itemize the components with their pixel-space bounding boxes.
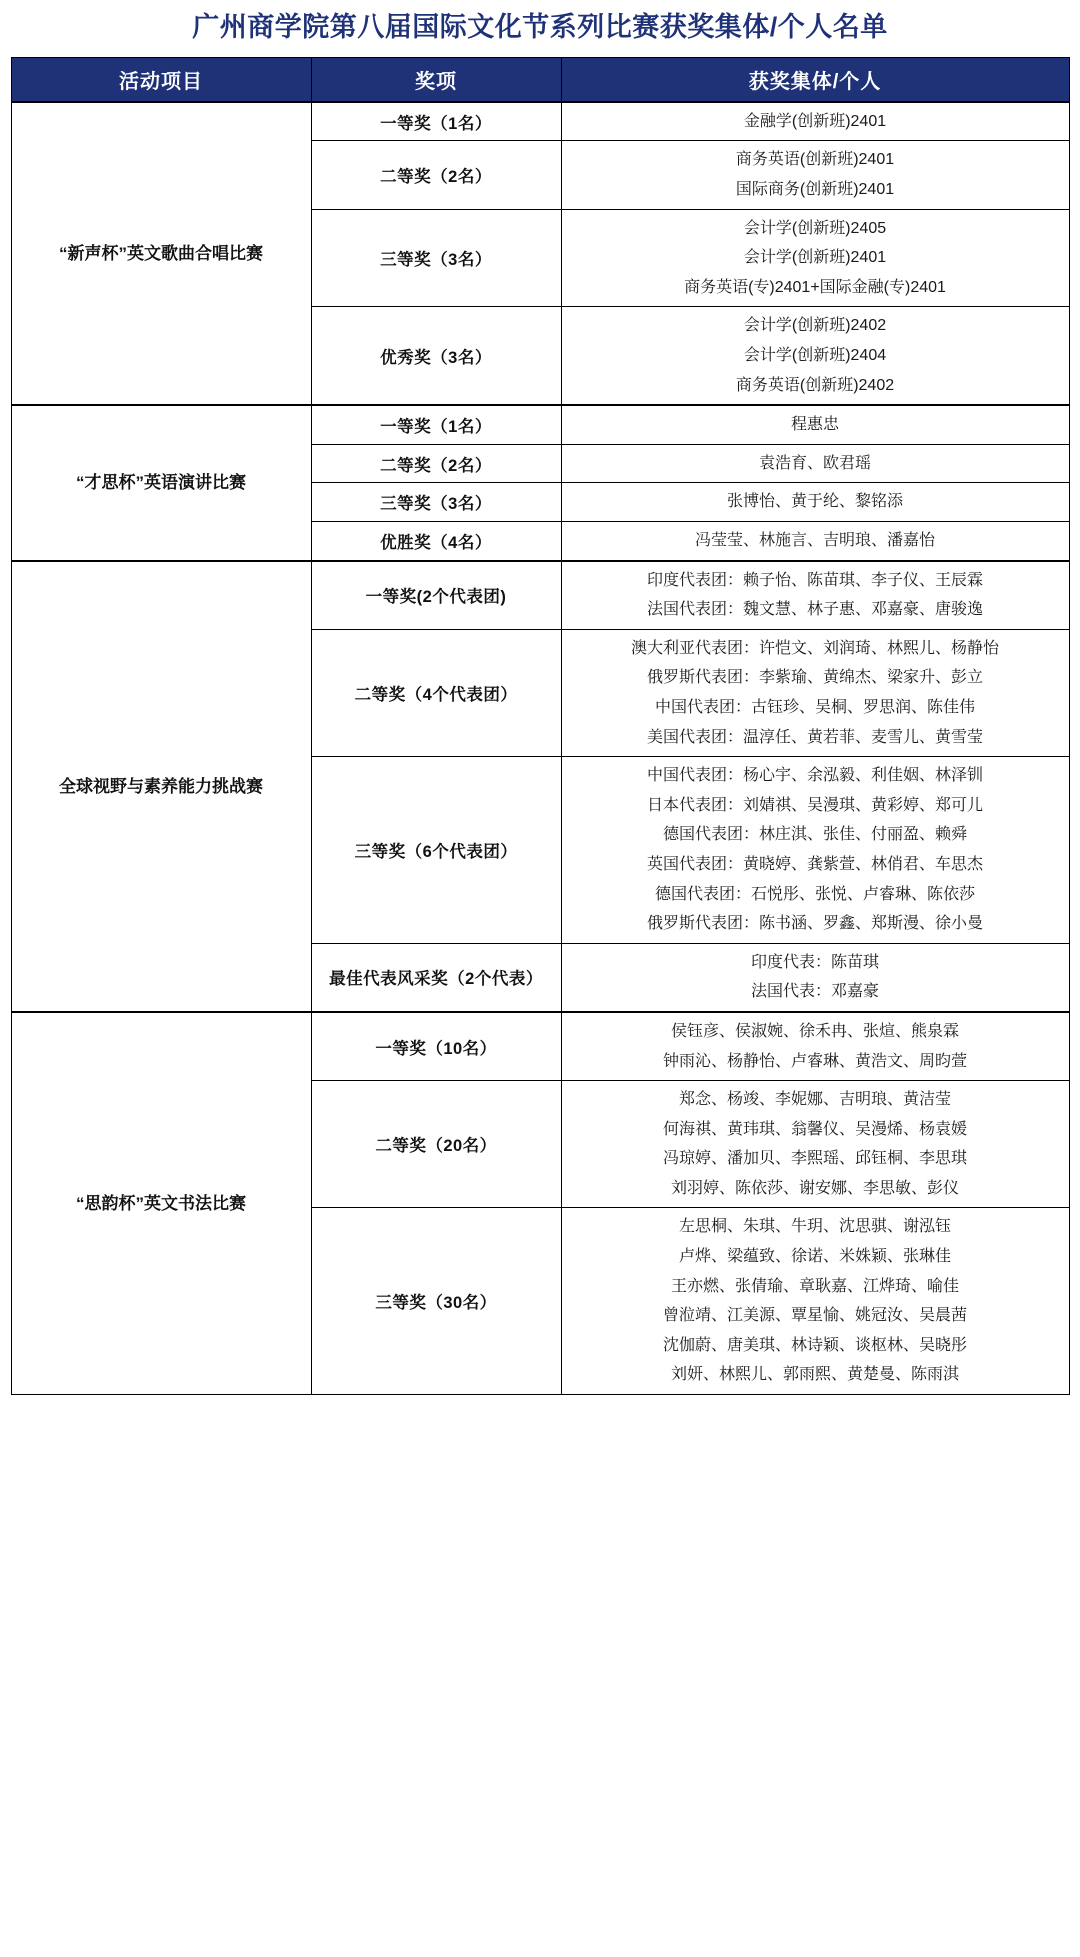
award-table <box>11 57 1070 1395</box>
prize-cell: 三等奖（6个代表团） <box>311 757 561 944</box>
winner-line: 程惠忠 <box>790 416 839 434</box>
table-header-row <box>11 58 1069 102</box>
winners-cell <box>561 1012 1069 1081</box>
winner-line: 法国代表团：魏文慧、林子惠、邓嘉豪、唐骏逸 <box>646 601 983 619</box>
winner-line: 侯钰彦、侯淑婉、徐禾冉、张煊、熊泉霖 <box>670 1022 959 1040</box>
winner-line: 郑念、杨竣、李妮娜、吉明琅、黄洁莹 <box>678 1091 951 1109</box>
column-header-project: 活动项目 <box>11 58 311 102</box>
winner-line: 德国代表团：林庄淇、张佳、付丽盈、赖舜 <box>662 826 967 844</box>
winners-cell <box>561 561 1069 630</box>
prize-cell: 三等奖（3名） <box>311 209 561 307</box>
winners-cell <box>561 629 1069 756</box>
prize-cell: 最佳代表风采奖（2个代表） <box>311 943 561 1012</box>
prize-cell: 二等奖（2名） <box>311 444 561 483</box>
project-cell: “思韵杯”英文书法比赛 <box>11 1012 311 1395</box>
winner-line: 卢烨、梁蕴致、徐诺、米姝颖、张琳佳 <box>678 1248 951 1266</box>
winners-cell <box>561 1081 1069 1208</box>
prize-cell: 二等奖（20名） <box>311 1081 561 1208</box>
winner-line: 德国代表团：石悦彤、张悦、卢睿琳、陈依莎 <box>654 885 975 903</box>
winner-line: 钟雨沁、杨静怡、卢睿琳、黄浩文、周昀萱 <box>662 1052 967 1070</box>
winner-line: 法国代表：邓嘉豪 <box>750 983 879 1001</box>
winners-cell <box>561 405 1069 444</box>
page-title: 广州商学院第八届国际文化节系列比赛获奖集体/个人名单 <box>192 12 888 42</box>
winners-cell <box>561 102 1069 141</box>
winner-line: 俄罗斯代表团：李紫瑜、黄绵杰、梁家升、彭立 <box>646 669 983 687</box>
table-row <box>11 405 1069 444</box>
prize-cell: 一等奖（1名） <box>311 405 561 444</box>
winner-line: 冯莹莹、林施言、吉明琅、潘嘉怡 <box>694 532 935 550</box>
winners-cell <box>561 522 1069 561</box>
prize-cell: 一等奖(2个代表团) <box>311 561 561 630</box>
prize-cell: 一等奖（10名） <box>311 1012 561 1081</box>
prize-cell: 优胜奖（4名） <box>311 522 561 561</box>
winner-line: 何海祺、黄玮琪、翁馨仪、吴漫烯、杨袁媛 <box>662 1120 967 1138</box>
project-cell: “新声杯”英文歌曲合唱比赛 <box>11 102 311 405</box>
winner-line: 日本代表团：刘婧祺、吴漫琪、黄彩婷、郑可儿 <box>646 796 983 814</box>
winner-line: 刘妍、林熙儿、郭雨熙、黄楚曼、陈雨淇 <box>670 1366 959 1384</box>
winner-line: 袁浩育、欧君瑶 <box>758 454 871 472</box>
winners-cell <box>561 483 1069 522</box>
winners-cell <box>561 444 1069 483</box>
winner-line: 冯琼婷、潘加贝、李熙瑶、邱钰桐、李思琪 <box>662 1150 967 1168</box>
winner-line: 左思桐、朱琪、牛玥、沈思骐、谢泓钰 <box>678 1218 951 1236</box>
winners-cell <box>561 307 1069 405</box>
table-header <box>11 58 1069 102</box>
winners-cell <box>561 757 1069 944</box>
winners-cell <box>561 943 1069 1012</box>
table-row <box>11 561 1069 630</box>
winner-line: 商务英语(创新班)2401 <box>735 151 895 169</box>
column-header-winners: 获奖集体/个人 <box>561 58 1069 102</box>
project-cell: 全球视野与素养能力挑战赛 <box>11 561 311 1012</box>
winner-line: 印度代表：陈苗琪 <box>750 953 879 971</box>
winner-line: 王亦燃、张倩瑜、章耿嘉、江烨琦、喻佳 <box>670 1277 959 1295</box>
winner-line: 中国代表团：杨心宇、余泓毅、利佳姻、林泽钏 <box>646 767 983 785</box>
winner-line: 会计学(创新班)2404 <box>743 347 887 365</box>
winner-line: 印度代表团：赖子怡、陈苗琪、李子仪、王辰霖 <box>646 571 983 589</box>
winner-line: 会计学(创新班)2401 <box>743 249 887 267</box>
winner-line: 会计学(创新班)2405 <box>743 219 887 237</box>
winner-line: 金融学(创新班)2401 <box>743 112 887 130</box>
winner-line: 会计学(创新班)2402 <box>743 317 887 335</box>
winner-line: 刘羽婷、陈依莎、谢安娜、李思敏、彭仪 <box>670 1179 959 1197</box>
prize-cell: 优秀奖（3名） <box>311 307 561 405</box>
winner-line: 张博怡、黄于纶、黎铭添 <box>726 493 903 511</box>
table-body <box>11 102 1069 1395</box>
winner-line: 美国代表团：温淳任、黄若菲、麦雪儿、黄雪莹 <box>646 728 983 746</box>
prize-cell: 一等奖（1名） <box>311 102 561 141</box>
winner-line: 国际商务(创新班)2401 <box>735 181 895 199</box>
winner-line: 英国代表团：黄晓婷、龚紫萱、林俏君、车思杰 <box>646 855 983 873</box>
table-row <box>11 1012 1069 1081</box>
project-cell: “才思杯”英语演讲比赛 <box>11 405 311 560</box>
winner-line: 商务英语(创新班)2402 <box>735 376 895 394</box>
prize-cell: 三等奖（3名） <box>311 483 561 522</box>
winner-line: 中国代表团：古钰珍、吴桐、罗思润、陈佳伟 <box>654 698 975 716</box>
winner-line: 曾涖靖、江美源、覃星愉、姚冠汝、吴晨茜 <box>662 1307 967 1325</box>
column-header-prize: 奖项 <box>311 58 561 102</box>
winners-cell <box>561 141 1069 209</box>
table-row <box>11 102 1069 141</box>
winner-line: 澳大利亚代表团：许恺文、刘润琦、林熙儿、杨静怡 <box>630 639 999 657</box>
prize-cell: 二等奖（2名） <box>311 141 561 209</box>
winners-cell <box>561 1208 1069 1395</box>
winner-line: 商务英语(专)2401+国际金融(专)2401 <box>684 278 946 296</box>
winner-line: 沈伽蔚、唐美琪、林诗颖、谈枢林、吴晓彤 <box>662 1336 967 1354</box>
winner-line: 俄罗斯代表团：陈书涵、罗鑫、郑斯漫、徐小曼 <box>646 915 983 933</box>
winners-cell <box>561 209 1069 307</box>
prize-cell: 三等奖（30名） <box>311 1208 561 1395</box>
prize-cell: 二等奖（4个代表团） <box>311 629 561 756</box>
